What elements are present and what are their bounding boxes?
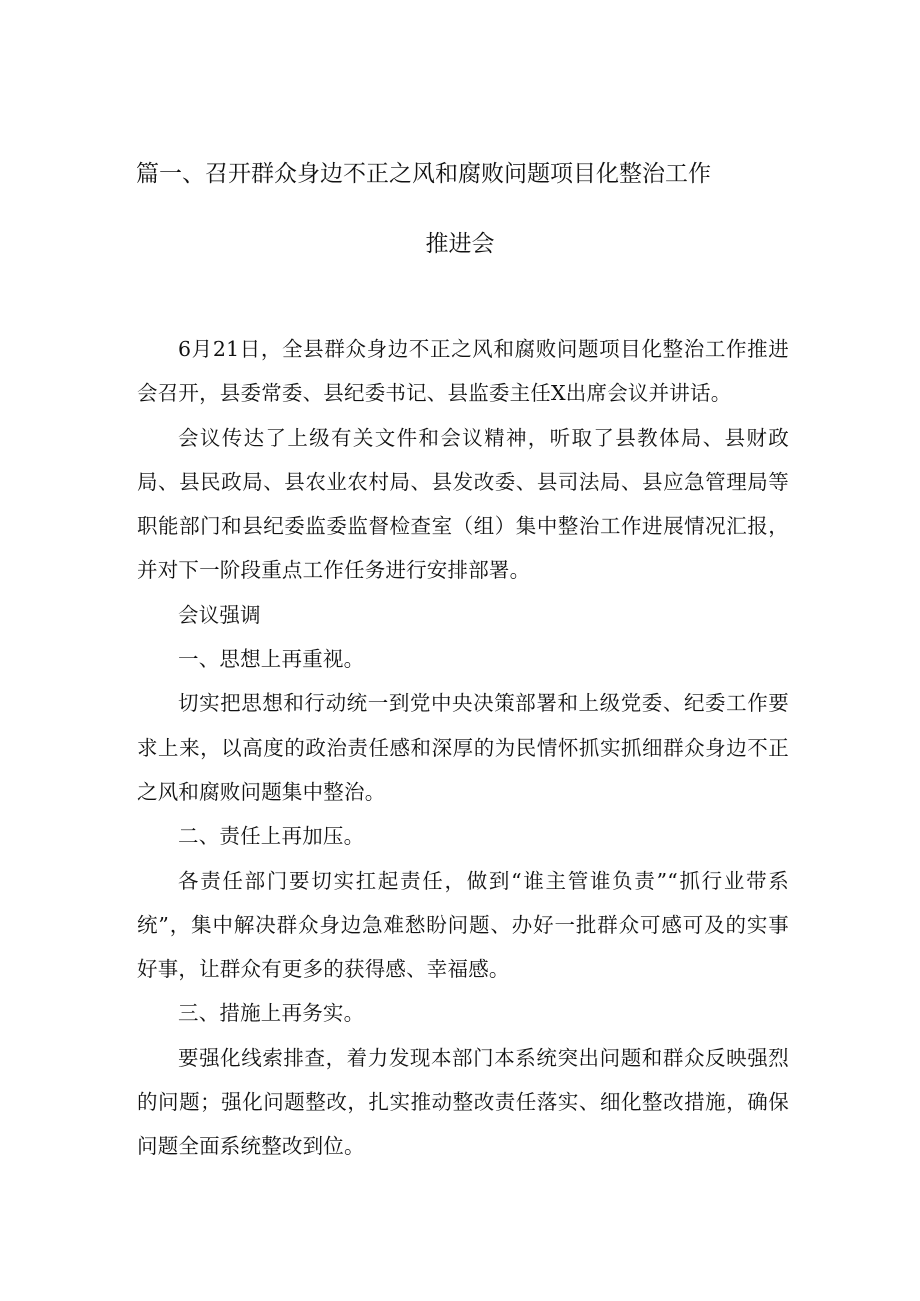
- section-heading-2: 二、责任上再加压。: [178, 824, 365, 849]
- section-heading-3: 三、措施上再务实。: [178, 1001, 365, 1026]
- document-body: [137, 327, 789, 1169]
- document-title-line-2: 推进会: [425, 231, 495, 257]
- paragraph-meeting-content: 会议传达了上级有关文件和会议精神，听取了县教体局、县财政局、县民政局、县农业农村局、县发改委、县司法局、县应急管理局等职能部门和县纪委监委监督检查室（组）集中整治工作进展情况汇报，并对下一阶段重点工作任务进行安排部署。: [137, 425, 789, 583]
- section-text-3: 要强化线索排查，着力发现本部门本系统突出问题和群众反映强烈的问题；强化问题整改，扎实推动整改责任落实、细化整改措施，确保问题全面系统整改到位。: [137, 1045, 789, 1159]
- paragraph-meeting-emphasis: 会议强调: [178, 602, 261, 627]
- section-text-2: 各责任部门要切实扛起责任，做到“谁主管谁负责”“抓行业带系统”，集中解决群众身边急难愁盼问题、办好一批群众可感可及的实事好事，让群众有更多的获得感、幸福感。: [137, 868, 789, 982]
- document-title-line-1: 篇一、召开群众身边不正之风和腐败问题项目化整治工作: [136, 161, 711, 187]
- section-text-1: 切实把思想和行动统一到党中央决策部署和上级党委、纪委工作要求上来，以高度的政治责任感和深厚的为民情怀抓实抓细群众身边不正之风和腐败问题集中整治。: [137, 691, 789, 804]
- paragraph-meeting-intro: 6月21日，全县群众身边不正之风和腐败问题项目化整治工作推进会召开，县委常委、县纪委书记、县监委主任X出席会议并讲话。: [137, 337, 789, 406]
- section-heading-1: 一、思想上再重视。: [178, 647, 365, 672]
